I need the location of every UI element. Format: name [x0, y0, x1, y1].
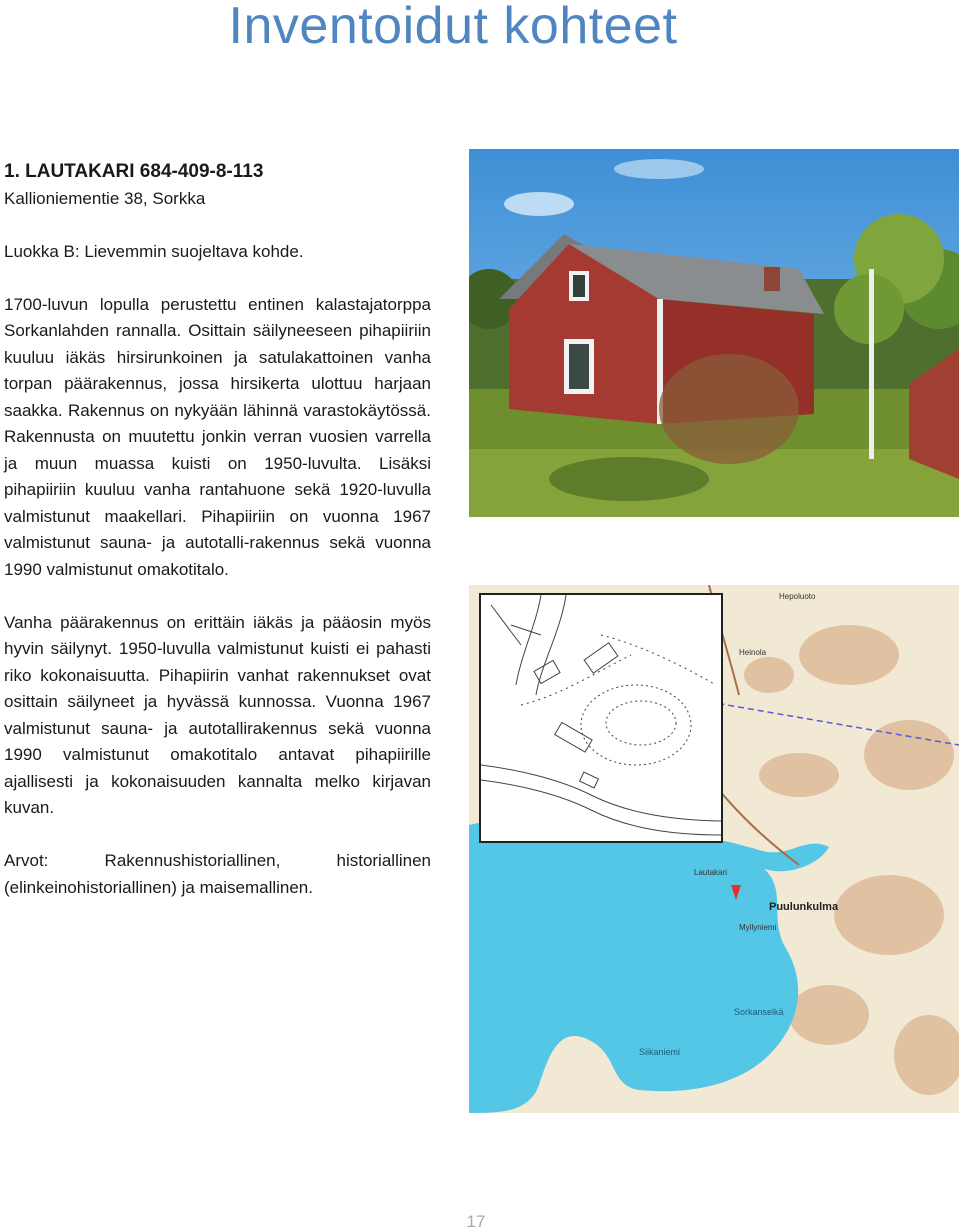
- map-label-lautakari: Lautakari: [694, 868, 727, 877]
- page-number: 17: [466, 1212, 486, 1231]
- class-text: Luokka B: Lievemmin suojeltava kohde.: [4, 241, 304, 261]
- page-title: Inventoidut kohteet: [228, 0, 678, 55]
- map-label-lake2: Siikaniemi: [639, 1047, 681, 1057]
- map-label-lake: Sorkanselkä: [734, 1007, 784, 1017]
- map-label-place: Puulunkulma: [769, 901, 839, 913]
- description-text: 1700-luvun lopulla perustettu entinen kalastajatorppa Sorkanlahden rannalla. Osittain säilyneeseen pihapiiriin kuuluu iäkäs hirsirunkoinen ja satulakattoinen vanha torpan päärakennus, jossa hirsikerta ulottuu harjaan saakka. Rakennus on nykyään lähinnä varastokäytössä. Rakennusta on muutettu jonkin verran vuosien varrella ja muun muassa kuisti on 1950-luvulta. Lisäksi pihapiiriin kuuluu vanha rantahuone sekä 1920-luvulla valmistunut maakellari. Pihapiiriin on vuonna 1967 valmistunut sauna- ja autotalli-rakennus sekä vuonna 1990 valmistunut omakotitalo.: [4, 294, 431, 579]
- map-label-myllyniemi: Myllyniemi: [739, 923, 777, 932]
- site-plan-inset: [479, 593, 723, 843]
- house-photo: [469, 149, 959, 517]
- text-column: [4, 158, 431, 901]
- site-heading: 1. LAUTAKARI 684-409-8-113: [4, 161, 264, 182]
- map-label-heinola: Heinola: [739, 648, 767, 657]
- site-address: Kallioniementie 38, Sorkka: [4, 189, 206, 208]
- condition-text: Vanha päärakennus on erittäin iäkäs ja pääosin myös hyvin säilynyt. 1950-luvulla valmistunut kuisti ei pahasti riko kokonaisuutta. Pihapiirin vanhat rakennukset ovat osittain säilyneet ja hyvässä kunnossa. Vuonna 1967 valmistunut sauna- ja autotallirakennus sekä vuonna 1990 valmistunut omakotitalo antavat pihapiirille ajallisesti ja kokonaisuuden kannalta melko kirjavan kuvan.: [4, 612, 431, 817]
- values-text: Arvot: Rakennushistoriallinen, historiallinen (elinkeinohistoriallinen) ja maisemallinen.: [4, 851, 431, 897]
- map-label-hepoluoto: Hepoluoto: [779, 592, 816, 601]
